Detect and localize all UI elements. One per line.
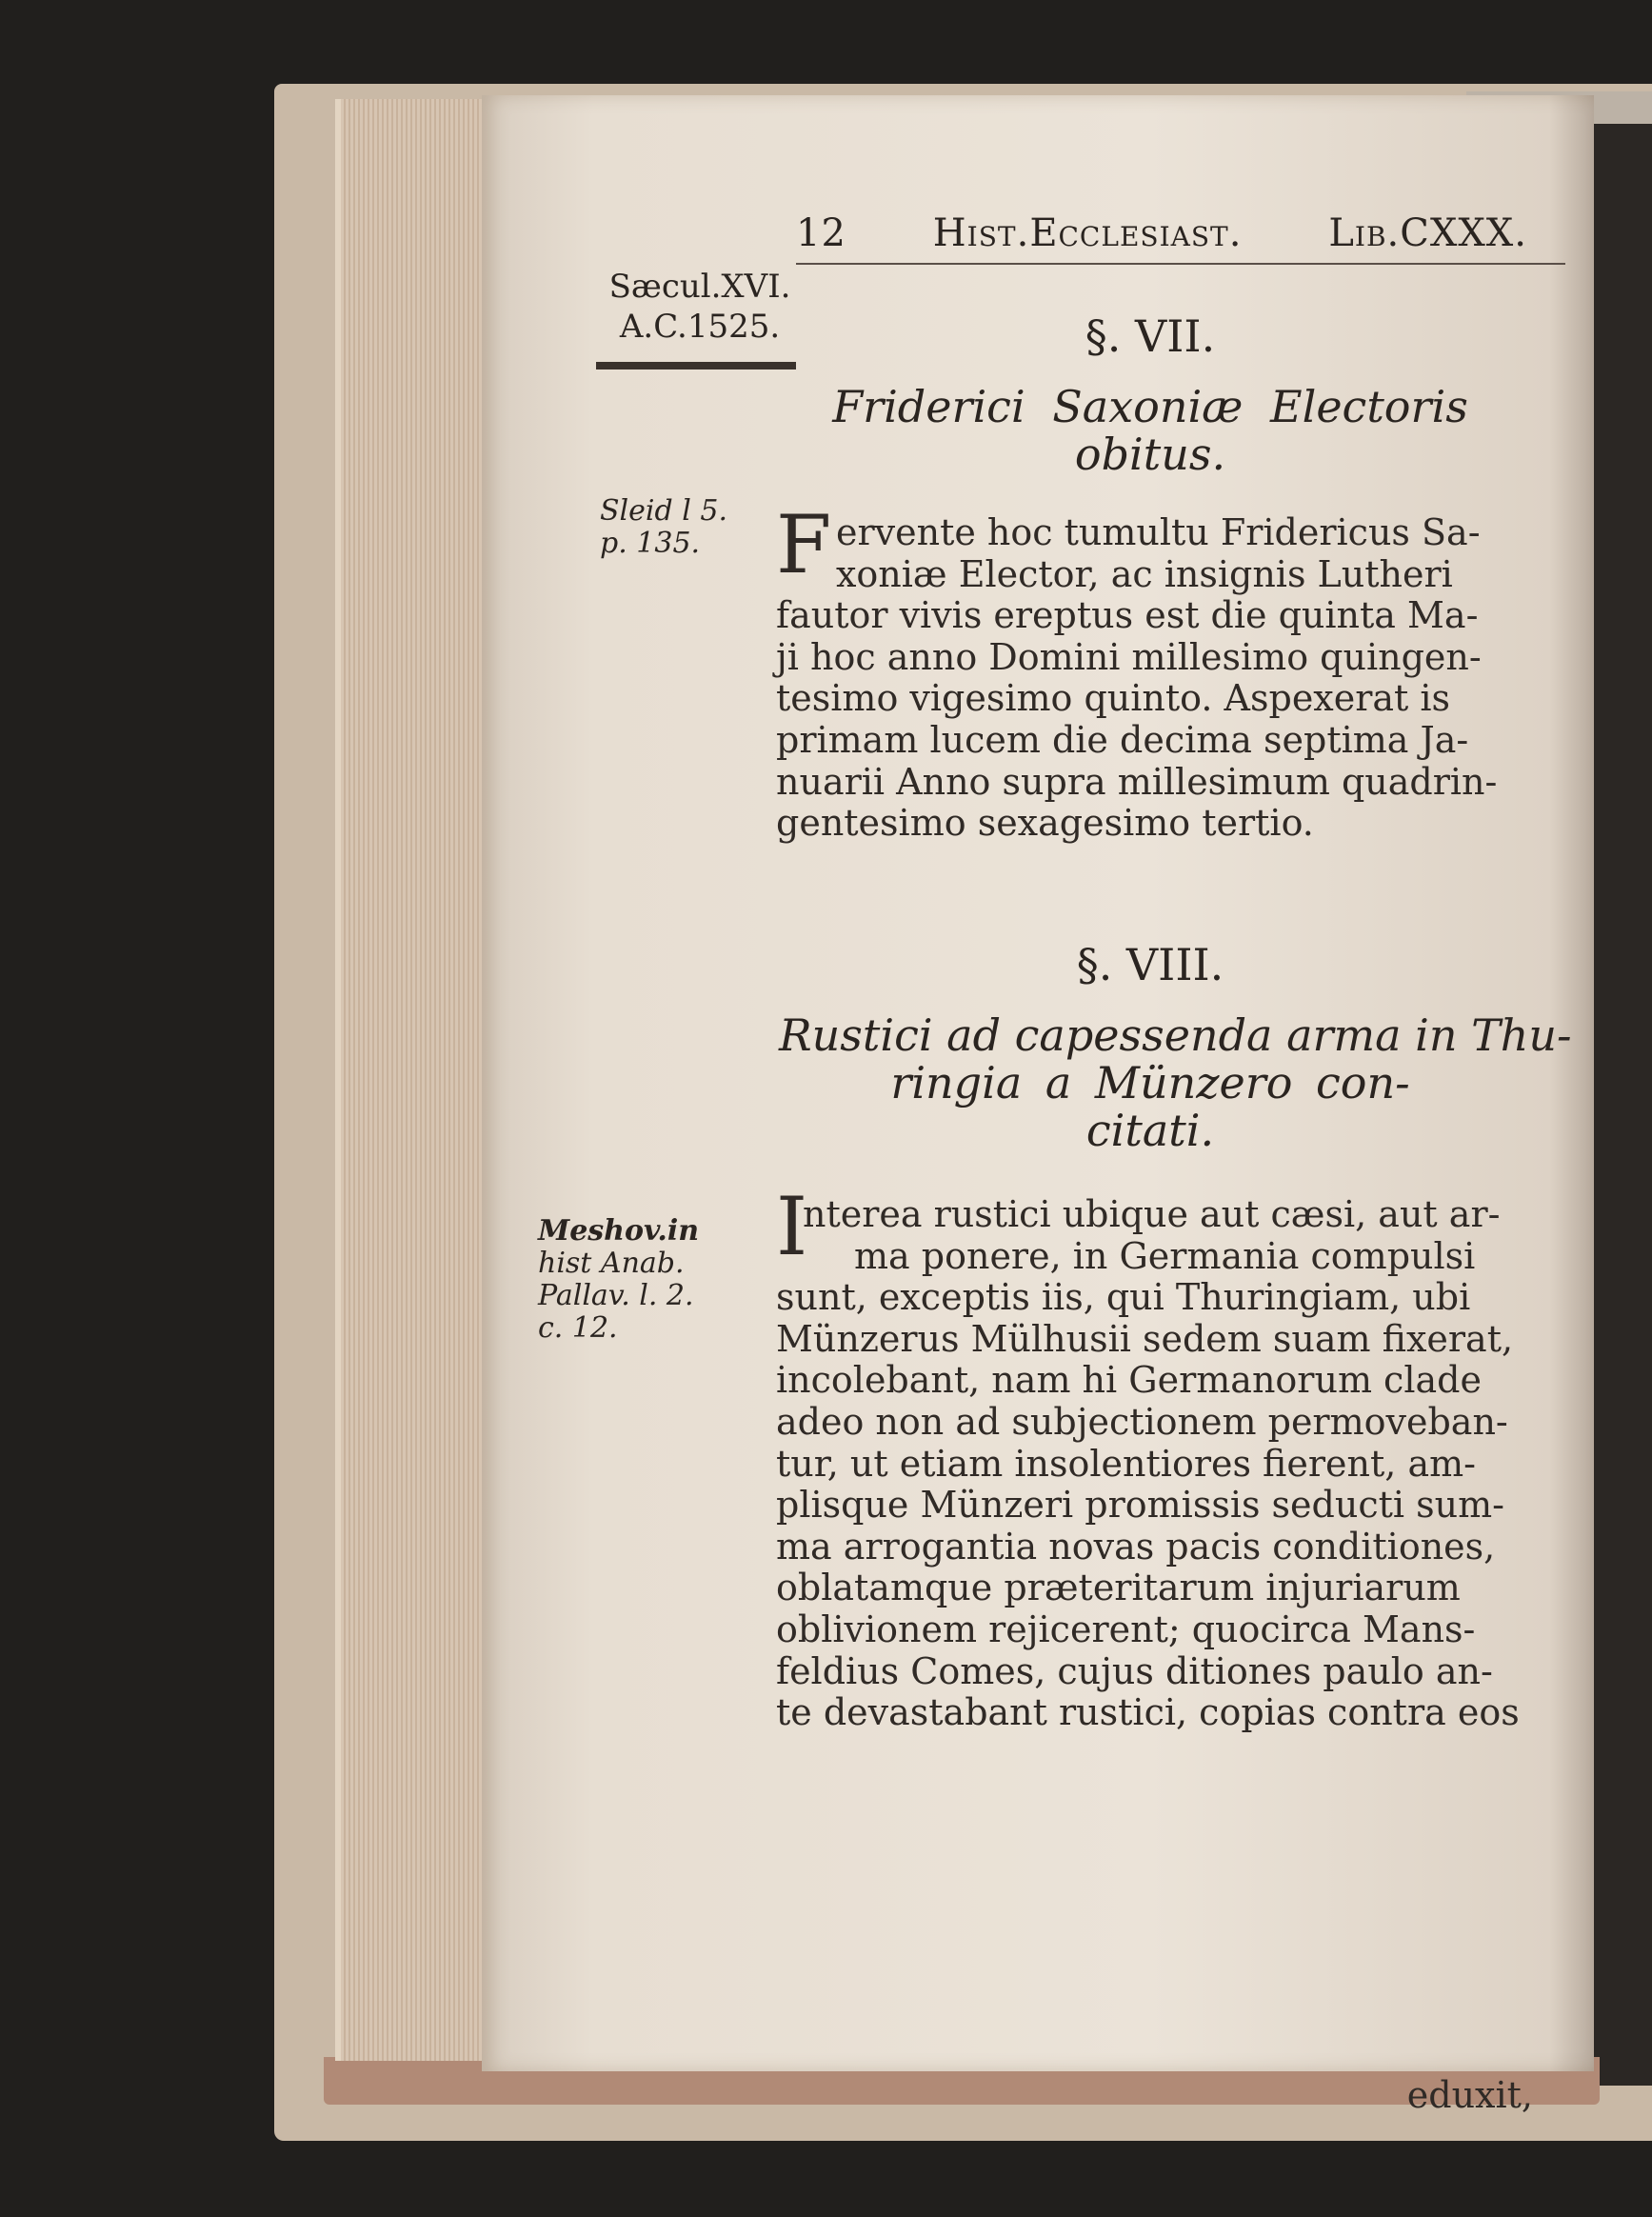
- header-rule: [796, 263, 1565, 265]
- paragraph: [776, 1194, 1528, 1734]
- catchword: eduxit,: [1406, 2074, 1533, 2116]
- page-block-edges: [335, 99, 491, 2061]
- section-title-line: ringia a Münzero con-: [890, 1057, 1410, 1108]
- text-line: ji hoc anno Domini millesimo quingen-: [776, 635, 1482, 678]
- margin-century: Sæcul.XVI.: [608, 268, 791, 306]
- page-number: 12: [796, 211, 846, 255]
- text-line: adeo non ad subjectionem permoveban-: [776, 1400, 1508, 1443]
- margin-rule: [596, 362, 796, 370]
- section-title-line: Rustici ad capessenda arma in Thu-: [779, 1009, 1572, 1061]
- text-line: tesimo vigesimo quinto. Aspexerat is: [776, 677, 1451, 720]
- drop-cap: F: [776, 498, 832, 591]
- text-line: tur, ut etiam insolentiores fierent, am-: [776, 1442, 1476, 1485]
- book-number: Lib.CXXX.: [1328, 211, 1527, 255]
- text-line: nterea rustici ubique aut cæsi, aut ar-: [803, 1193, 1501, 1235]
- book-gutter-shadow: [1592, 124, 1652, 2086]
- note-line: p. 135.: [600, 527, 701, 560]
- text-line: oblatamque præteritarum injuriarum: [776, 1567, 1461, 1609]
- note-line: c. 12.: [538, 1311, 618, 1345]
- margin-note: [600, 495, 790, 560]
- drop-cap: I: [776, 1180, 808, 1273]
- running-title: Hist.Ecclesiast.: [932, 211, 1243, 255]
- text-line: Münzerus Mülhusii sedem suam fixerat,: [776, 1317, 1514, 1360]
- text-line: gentesimo sexagesimo tertio.: [776, 802, 1314, 845]
- section-title-line: Friderici Saxoniæ Electoris: [832, 381, 1468, 432]
- text-line: incolebant, nam hi Germanorum clade: [776, 1359, 1482, 1402]
- section-heading: §. VIII.: [1076, 939, 1224, 990]
- text-line: ma arrogantia novas pacis conditiones,: [776, 1525, 1496, 1568]
- text-line: nuarii Anno supra millesimum quadrin-: [776, 760, 1498, 803]
- text-line: plisque Münzeri promissis seducti sum-: [776, 1484, 1504, 1527]
- note-line: Sleid l 5.: [600, 494, 727, 528]
- note-line: Pallav. l. 2.: [538, 1279, 694, 1312]
- margin-note: [538, 1215, 728, 1345]
- note-line: hist Anab.: [538, 1247, 685, 1280]
- margin-year: A.C.1525.: [619, 308, 781, 346]
- text-line: sunt, exceptis iis, qui Thuringiam, ubi: [776, 1276, 1471, 1319]
- text-line: xoniæ Elector, ac insignis Lutheri: [836, 552, 1453, 595]
- section-heading: §. VII.: [1085, 310, 1216, 362]
- section-title-line: citati.: [1085, 1105, 1215, 1156]
- text-line: oblivionem rejicerent; quocirca Mans-: [776, 1608, 1476, 1650]
- margin-date: [590, 267, 809, 347]
- text-line: te devastabant rustici, copias contra eos: [776, 1691, 1520, 1734]
- note-line: Meshov.in: [538, 1214, 700, 1248]
- text-line: primam lucem die decima septima Ja-: [776, 718, 1469, 761]
- paragraph: [776, 512, 1528, 845]
- running-header: [796, 189, 1527, 255]
- text-line: fautor vivis ereptus est die quinta Ma-: [776, 594, 1479, 637]
- section-title: [779, 383, 1522, 478]
- text-line: ma ponere, in Germania compulsi: [854, 1234, 1476, 1277]
- text-line: ervente hoc tumultu Fridericus Sa-: [836, 511, 1481, 553]
- text-line: feldius Comes, cujus ditiones paulo an-: [776, 1649, 1493, 1692]
- section-title: [779, 1009, 1572, 1156]
- section-title-line: obitus.: [1074, 429, 1226, 480]
